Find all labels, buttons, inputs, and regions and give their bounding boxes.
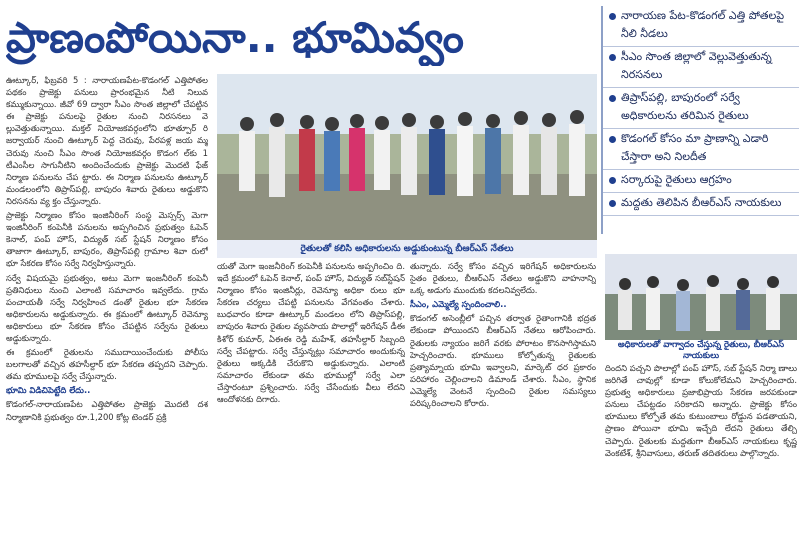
bullet-icon — [609, 136, 616, 143]
bullet-icon — [609, 177, 616, 184]
article-column-2 — [217, 260, 405, 534]
article-paragraph: కొడంగల్ అసెంబ్లీలో పచ్చిన తర్వాత రైతాంగానికి భద్రత లేకుండా పోయిందని బీఆర్ఎస్ నేతలు ఆరోపించారు. రైతులకు న్యాయం జరిగే వరకు పోరాటం కొనసాగిస్తామని హెచ్చరించారు. భూములు కోల్పోతున్న రైతులకు ప్రత్యామ్నాయ భూమి ఇవ్వాలని, మార్కెట్ ధర ప్రకారం పరిహారం చెల్లించాలని డిమాండ్ చేశారు. సీఎం, స్థానిక ఎమ్మెల్యే వెంటనే స్పందించి రైతుల సమస్యలు పరిష్కరించాలని కోరారు. — [410, 313, 596, 409]
news-photo-officials — [605, 254, 797, 340]
article-paragraph: దిందని పచ్చని పొలాల్లో పంప్ హౌస్, సబ్ స్టేషన్ నిర్మా ణాలు జరిగితే చావుల్లో కూడా కోలుకోలేమని హెచ్చరించారు. ప్రభుత్వ అధికారులు ప్రజాభిప్రాయ సేకరణ జరపకుండా పనులు చేపట్టడం సరికాదని అన్నారు. ప్రాజెక్టు కోసం భూములు కోల్పోతే తమ కుటుంబాలు రోడ్డున పడతాయని, ప్రాణం పోయినా భూమి ఇచ్చేది లేదని రైతులు తేల్చి చెప్పారు. రైతులకు మద్దతుగా బీఆర్ఎస్ నాయకులు కృష్ణ వెంకటేశ్, శ్రీనివాసులు, తరుణ్ తదితరులు పాల్గొన్నారు. — [605, 363, 797, 458]
headline: ప్రాణంపోయినా.. భూమివ్వం — [6, 13, 464, 62]
article-column-1 — [6, 74, 208, 534]
highlight-item: నారాయణ పేట-కొడంగల్ ఎత్తి పోతలపై నీలి నీడలు — [603, 6, 799, 47]
highlights-box — [601, 6, 799, 234]
highlight-item: సర్కారుపై రైతులు ఆగ్రహం — [603, 170, 799, 193]
meeting-illustration — [605, 254, 797, 340]
article-subheading: భూమి విడిచిపెట్టేది లేదు.. — [6, 385, 91, 396]
article-paragraph: యతో మెగా ఇంజనీరింగ్ కంపెనీకి పనులను అప్పగించిం ది. ఇదే క్రమంలో ఓపెన్ కెనాల్, పంప్ హౌస్, విద్యుత్ సబ్‌స్టేషన్ నిర్మాణం కోసం ఇంజినీర్లు, రెవెన్యూ అధికా రులు భూ సేకరణ చర్యలు చేపట్టి పనులను వేగవంతం చేశారు. బుధవారం కూడా ఊట్కూర్ మండలం లోని తిప్రాస్‌పల్లి, బాపురం శివారు రైతుల వ్యవసాయ పొలాల్లో ఇరిగేషన్ డీఈ కిశోర్ కుమార్, ఏఈఈ రెడ్డి మహేశ్, తహసీల్దార్ సిబ్బంది సర్వే చేపట్టారు. సర్వే చేస్తున్నట్లు సమాచారం అందుకున్న రైతులు అక్కడికి చేరుకొని అడ్డుకున్నారు. ఎలాంటి సమాచారం లేకుండా తమ భూముల్లో సర్వే ఎలా చేస్తారంటూ ప్రశ్నించారు. సర్వే చేసేందుకు వీలు లేదని ఆందోళనకు దిగారు. — [217, 261, 405, 405]
bullet-icon — [609, 95, 616, 102]
article-paragraph: తున్నారు. సర్వే కోసం వచ్చిన ఇరిగేషన్ అధికారులను సైతం రైతులు, బీఆర్ఎస్ నేతలు అడ్డుకొని వాహనాన్ని ఒక్క అడుగు ముందుకు కదలనివ్వలేదు. — [410, 261, 596, 296]
article-paragraph: ఈ క్రమంలో రైతులను సముదాయించేందుకు పోలీసు బలగాలతో వచ్చిన తహసీల్దార్ భూ సేకరణ తప్పదని చెప్పారు. తమ భూములపై సర్వే చేస్తున్నారు. — [6, 347, 208, 382]
highlight-item: మద్దతు తెలిపిన బీఆర్ఎస్ నాయకులు — [603, 193, 799, 216]
article-paragraph: కొడంగల్-నారాయణపేట ఎత్తిపోతల ప్రాజెక్టు మొదటి దశ నిర్మాణానికి ప్రభుత్వం రూ.1,200 కోట్ల టెండర్ ప్రక్రి — [6, 399, 208, 422]
article-column-4 — [605, 362, 797, 534]
article-column-3 — [410, 260, 596, 534]
highlight-item: కొడంగల్ కోసం మా ప్రాణాన్ని ఎడారి చేస్తారా అని నిలదీత — [603, 129, 799, 170]
highlight-item: సీఎం సొంత జిల్లాలో వెల్లువెత్తుతున్న నిరసనలు — [603, 47, 799, 88]
highlight-item: తిప్రాస్‌పల్లి, బాపురంలో సర్వే అధికారులను తరిమిన రైతులు — [603, 88, 799, 129]
article-paragraph: ఊట్కూర్, ఫిబ్రవరి 5 : నారాయణపేట-కొడంగల్ ఎత్తిపోతల పథకం ప్రాజెక్టు పనులు ప్రారంభమైన నీటి నిలువ కమ్ముకున్నాయి. జీవో 69 ద్వారా సీఎం సొంత జిల్లాలో చేపట్టిన ఈ ప్రాజెక్టు పనులపై రైతుల నుంచి నిరసనలు వె ల్లువెత్తుతున్నాయి. మక్తల్ నియోజకవర్గంలోని భూత్పూర్ రి జర్వాయర్ నుంచి ఊట్కూర్ పెద్ద చెరువు, పేరపళ్ల జయ మ్మ చెరువు నుంచి సీఎం సొంత నియోజకవర్గం కొడంగ ల్‌కు 1 టీఎంసీల సాగునీటిని అందించేందుకు ప్రాజెక్టు మొదటి ఫేజ్ నిర్మాణ పనులను చేప ట్టారు. ఈ నిర్మాణ పనులను ఊట్కూర్ మండలంలోని తిప్రాస్‌పల్లి, బాపురం శివారు రైతులు అడ్డుకొని నిరసనను వ్య క్తం చేస్తున్నారు. — [6, 75, 208, 206]
bullet-icon — [609, 13, 616, 20]
article-paragraph: ప్రాజెక్టు నిర్మాణం కోసం ఇంజినీరింగ్ సంస్థ మెస్సర్స్ మెగా ఇంజినీరింగ్ కంపెనీకి పనులను అప్పగించిన ప్రభుత్వం ఓపెన్ కెనాల్, పంప్ హౌస్, విద్యుత్ సబ్ స్టేషన్ నిర్మాణం కోసం తాజాగా ఊట్కూర్, బాపురం, తిప్రాస్‌పల్లి గ్రామాల శివా రులో భూ సేకరణ కోసం సర్వే నిర్వహిస్తున్నారు. — [6, 210, 208, 269]
photo2-caption: అధికారులతో వాగ్వాదం చేస్తున్న రైతులు, బీఆర్ఎస్ నాయకులు — [617, 340, 785, 361]
article-paragraph: సర్వే విషయమై ప్రభుత్వం, అటు మెగా ఇంజనీరింగ్ కంపెనీ ప్రతినిధులు నుంచి ఎలాంటి సమాచారం ఇవ్వలేదు. గ్రామ పంచాయతీ సర్వే నిర్వహించ డంతో రైతుల భూ సేకరణ అధికారులను అడ్డుకున్నారు. ఈ క్రమంలో ఊట్కూర్ రెవెన్యూ అధికారులు భూ సేకరణ కోసం చేపట్టిన సర్వేను రైతులు అడ్డుకున్నారు. — [6, 272, 208, 343]
article-subheading: సీఎం, ఎమ్మెల్యే స్పందించాలి.. — [410, 299, 507, 310]
bullet-icon — [609, 54, 616, 61]
crowd-illustration — [217, 74, 597, 240]
news-photo-farmers — [217, 74, 597, 240]
photo-caption: రైతులతో కలిసి అధికారులను అడ్డుకుంటున్న బీఆర్‌ఎస్ నేతలు — [217, 240, 597, 258]
bullet-icon — [609, 200, 616, 207]
